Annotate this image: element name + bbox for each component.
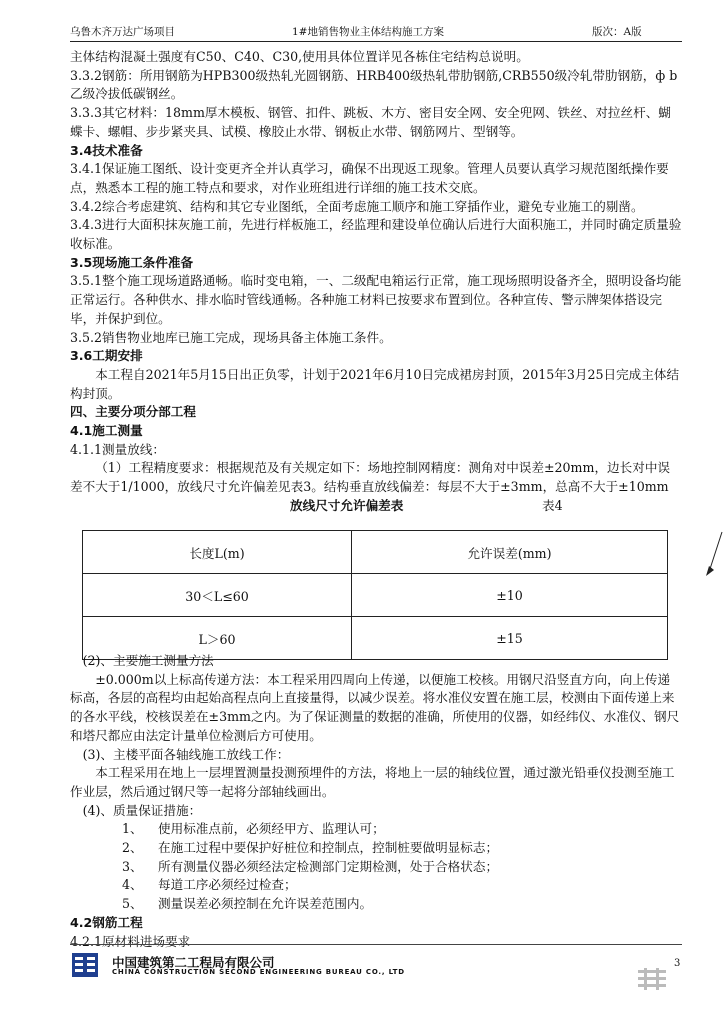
paragraph: ±0.000m以上标高传递方法：本工程采用四周向上传递，以便施工校核。用钢尺沿竖直方向，向上传递标高，各层的高程均由起始高程点向上直接量得，以减少误差。将水准仪安置在施工层，校测由下面传递上来的各水平线，校核误差在±3mm之内。为了保证测量的数据的准确，所使用的仪器，如经纬仪、水准仪、钢尺和塔尺都应由法定计量单位检测后方可使用。 — [70, 671, 680, 743]
list-item — [70, 858, 682, 877]
header-document-title: 1#地销售物业主体结构施工方案 — [292, 26, 444, 38]
paragraph: 本工程采用在地上一层埋置测量投测预埋件的方法，将地上一层的轴线位置，通过激光铅垂仪投测至施工作业层，然后通过钢尺等一起将分部轴线画出。 — [70, 765, 675, 799]
list-number: 2、 — [122, 840, 143, 856]
table-number: 表4 — [542, 497, 563, 513]
paragraph: （1）工程精度要求：根据规范及有关规定如下：场地控制网精度：测角对中误差±20mm，边长对中误差不大于1/1000，放线尺寸允许偏差见表3。结构垂直放线偏差：每层不大于±3mm，总高不大于±10mm — [70, 460, 671, 495]
document-body — [70, 48, 682, 517]
section-heading: 3.4技术准备 — [70, 142, 143, 158]
paragraph: 本工程自2021年5月15日出正负零，计划于2021年6月10日完成裙房封顶，2015年3月25日完成主体结构封顶。 — [70, 366, 680, 401]
list-text: 在施工过程中要保护好桩位和控制点，控制桩要做明显标志； — [158, 840, 499, 856]
table-title: 放线尺寸允许偏差表 — [290, 497, 404, 513]
paragraph: 3.4.2综合考虑建筑、结构和其它专业图纸，全面考虑施工顺序和施工穿插作业，避免专业施工的剔凿。 — [70, 198, 644, 214]
section-heading: 3.5现场施工条件准备 — [70, 254, 194, 270]
paragraph: 3.4.1保证施工图纸、设计变更齐全并认真学习，确保不出现返工现象。管理人员要认真学习规范图纸操作要点，熟悉本工程的施工特点和要求，对作业班组进行详细的施工技术交底。 — [70, 161, 669, 195]
header-project: 乌鲁木齐万达广场项目 — [70, 26, 175, 38]
table-header-cell: 允许误差(mm) — [352, 531, 668, 574]
paragraph: 3.5.2销售物业地库已施工完成，现场具备主体施工条件。 — [70, 329, 392, 345]
footer-divider — [70, 944, 682, 945]
page-number: 3 — [674, 958, 681, 969]
company-logo-icon — [72, 953, 98, 977]
paragraph: 主体结构混凝土强度有C50、C40、C30,使用具体位置详见各栋住宅结构总说明。 — [70, 49, 529, 64]
table-cell: ±15 — [352, 617, 668, 660]
tolerance-table — [82, 530, 668, 660]
table-caption — [70, 497, 682, 517]
header-version: 版次：A版 — [592, 26, 642, 38]
subsection-heading: (4)、质量保证措施： — [82, 802, 202, 818]
table-cell: ±10 — [352, 574, 668, 617]
table-row — [83, 574, 668, 617]
paragraph: 3.5.1整个施工现场道路通畅。临时变电箱，一、二级配电箱运行正常，施工现场照明设备齐全，照明设备均能正常运行。各种供水、排水临时管线通畅。各种施工材料已按要求布置到位。各种宣传、警示牌架体搭设完毕，并保护到位。 — [70, 273, 682, 326]
scan-mark-icon — [638, 968, 668, 990]
footer-company-cn: 中国建筑第二工程局有限公司 — [112, 955, 275, 970]
subsection-heading: (3)、主楼平面各轴线施工放线工作： — [82, 746, 290, 762]
section-heading: 4.1施工测量 — [70, 423, 143, 439]
list-number: 3、 — [122, 858, 143, 874]
list-text: 所有测量仪器必须经法定检测部门定期检测，处于合格状态； — [158, 858, 499, 874]
list-item — [70, 820, 682, 839]
arrow-icon — [704, 530, 724, 580]
list-text: 每道工序必须经过检查； — [158, 877, 297, 893]
paragraph: 4.2.1原材料进场要求 — [70, 933, 191, 949]
section-heading: 4.2钢筋工程 — [70, 914, 143, 930]
list-text: 测量误差必须控制在允许误差范围内。 — [158, 896, 373, 912]
list-item — [70, 839, 682, 858]
table-cell: 30＜L≤60 — [83, 574, 352, 617]
paragraph: 4.1.1测量放线： — [70, 441, 166, 457]
list-item — [70, 895, 682, 914]
footer-company-en: CHINA CONSTRUCTION SECOND ENGINEERING BUREAU CO., LTD — [112, 968, 405, 976]
list-number: 1、 — [122, 821, 143, 837]
chapter-heading: 四、主要分项分部工程 — [70, 404, 196, 420]
list-number: 4、 — [122, 877, 143, 893]
paragraph: 3.4.3进行大面积抹灰施工前，先进行样板施工，经监理和建设单位确认后进行大面积施工，并同时确定质量验收标准。 — [70, 217, 682, 252]
paragraph: 3.3.2钢筋：所用钢筋为HPB300级热轧光圆钢筋、HRB400级热轧带肋钢筋,CRB550级冷轧带肋钢筋，ф b乙级冷拔低碳钢丝。 — [70, 67, 678, 102]
table-header-row — [83, 531, 668, 574]
list-item — [70, 876, 682, 895]
section-heading: 3.6工期安排 — [70, 348, 143, 364]
document-body-continued — [70, 652, 682, 951]
header-divider — [70, 41, 682, 42]
list-text: 使用标准点前，必须经甲方、监理认可； — [158, 821, 385, 837]
table-header-cell: 长度L(m) — [83, 531, 352, 574]
subsection-heading: (2)、主要施工测量方法 — [82, 653, 214, 668]
list-number: 5、 — [122, 896, 143, 912]
paragraph: 3.3.3其它材料：18mm厚木模板、钢管、扣件、跳板、木方、密目安全网、安全兜网、铁丝、对拉丝杆、蝴蝶卡、螺帽、步步紧夹具、试模、橡胶止水带、钢板止水带、钢筋网片、型钢等。 — [70, 105, 671, 139]
page-header — [70, 20, 682, 42]
table-cell: L＞60 — [83, 617, 352, 660]
